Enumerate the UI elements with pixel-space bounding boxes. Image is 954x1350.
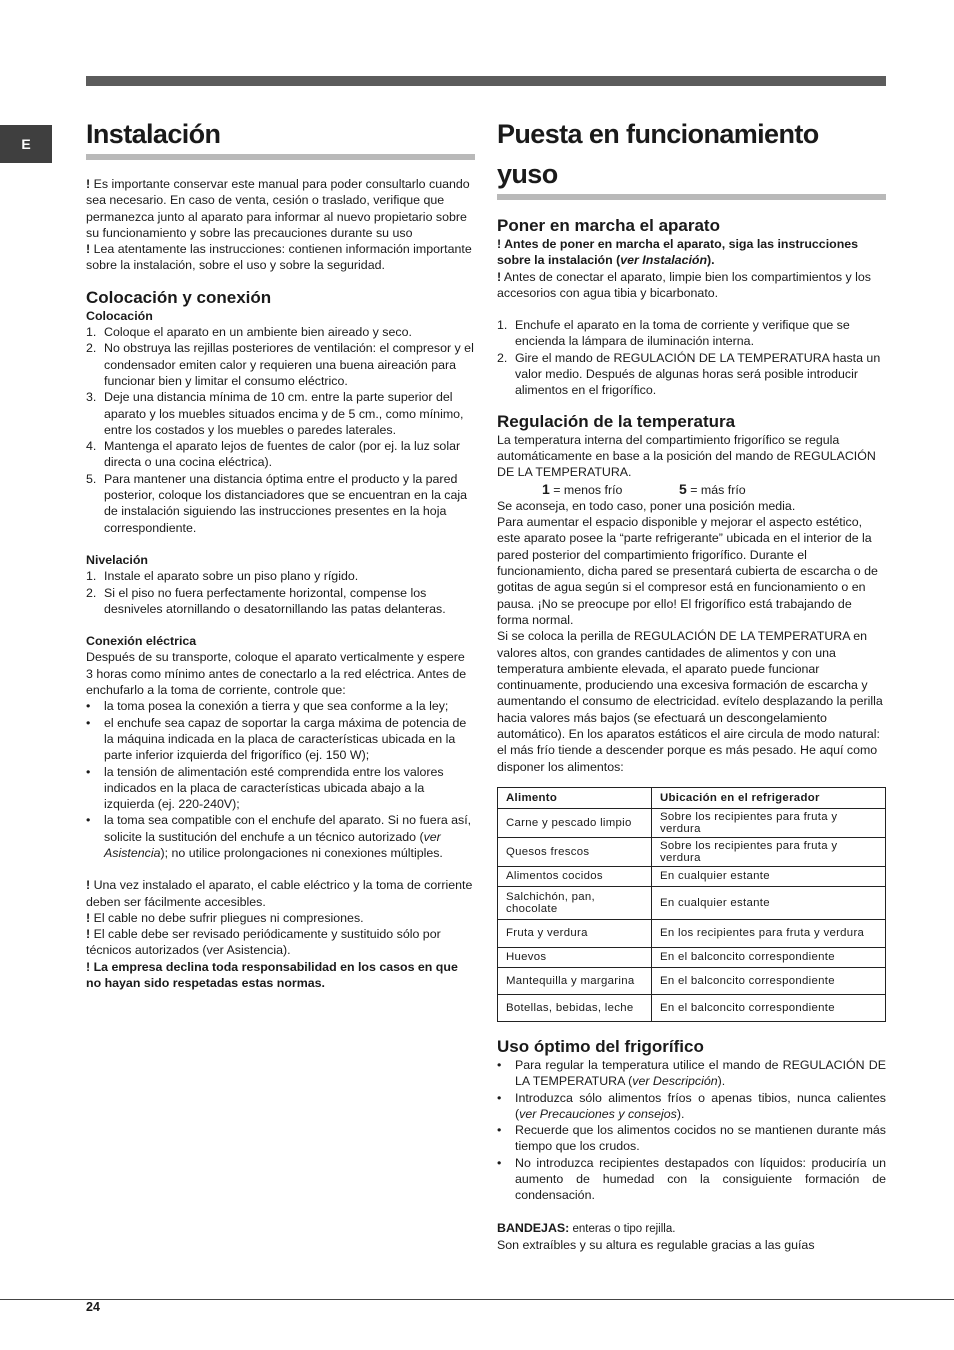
list-item: • Recuerde que los alimentos cocidos no se mantienen durante más tiempo que los crudos. (497, 1123, 886, 1154)
list-item: 3. Deje una distancia mínima de 10 cm. entre la parte superior del aparato y los muebles situados encima y de 5 cm., como mínimo, entre los costados y los muebles o paredes laterales. (86, 390, 464, 437)
list-item: • Para regular la temperatura utilice el mando de REGULACIÓN DE LA TEMPERATURA (ver Descripción). (497, 1057, 886, 1089)
list-item: 5. Para mantener una distancia óptima entre el producto y la pared posterior, coloque los distanciadores que se encuentran en la caja de instalación siguiendo las instrucciones presentes en la hoja correspondiente. (86, 471, 468, 535)
list-item: • Introduzca sólo alimentos fríos o apenas tibios, nunca calientes (ver Precauciones y consejos). (497, 1090, 886, 1121)
table-cell: Salchichón, pan, chocolate (498, 886, 652, 919)
startup-title: Puesta en funcionamiento yuso (497, 114, 886, 200)
startup-column (497, 114, 886, 1253)
table-cell: Sobre los recipientes para fruta y verdura (652, 837, 886, 866)
table-cell: Alimentos cocidos (498, 866, 652, 886)
table-cell: En cualquier estante (652, 886, 886, 919)
leveling-list (86, 568, 475, 617)
top-rule (86, 76, 886, 86)
page-number: 24 (86, 1300, 100, 1314)
installation-column (86, 114, 475, 991)
list-item: • la tensión de alimentación esté comprendida entre los valores indicados en la placa de características ubicada abajo a la izquierda (ej. 220-240V); (86, 764, 444, 812)
table-cell: Quesos frescos (498, 837, 652, 866)
note-3: ! El cable debe ser revisado periódicamente y sustituido sólo por técnicos autorizados (ver Asistencia). (86, 927, 441, 958)
placement-subheading: Colocación (86, 308, 153, 323)
table-cell: En el balconcito correspondiente (652, 994, 886, 1021)
list-item: 1. Instale el aparato sobre un piso plano y rígido. (86, 569, 359, 584)
list-item: 4. Mantenga el aparato lejos de fuentes de calor (por ej. la luz solar directa o una cocina eléctrica). (86, 439, 461, 470)
temperature-paragraph-1: La temperatura interna del compartimiento frigorífico se regula automáticamente en base a la posición del mando de REGULACIÓN DE LA TEMPERATURA. (497, 432, 876, 480)
list-item: • el enchufe sea capaz de soportar la carga máxima de potencia de la máquina indicada en la placa de características ubicada en la parte inferior izquierda del frigorífico (ej. 150 W); (86, 715, 467, 763)
table-row (498, 886, 886, 919)
food-placement-table (497, 787, 886, 1022)
electrical-subheading: Conexión eléctrica (86, 634, 197, 649)
language-tab: E (0, 125, 52, 163)
shelves-paragraph-2: Son extraíbles y su altura es regulable gracias a las guías (497, 1237, 815, 1252)
temperature-heading: Regulación de la temperatura (497, 411, 736, 431)
start-steps (497, 317, 886, 398)
table-row (498, 947, 886, 967)
table-row (498, 837, 886, 866)
table-header-row (498, 787, 886, 808)
list-item: 2. Si el piso no fuera perfectamente horizontal, compense los desniveles atornillando o desatornillando las patas delanteras. (86, 585, 446, 616)
list-item: • la toma posea la conexión a tierra y que sea conforme a la ley; (86, 699, 449, 714)
installation-title: Instalación (86, 114, 475, 160)
temperature-paragraph-3: Para aumentar el espacio disponible y mejorar el aspecto estético, este aparato posee la “parte refrigerante” ubicada en el interior de la pared posterior del compartimiento frigorífico. Durante el funcionamiento, dicha pared se presentará cubierta de escarcha o de gotitas de agua según si el compresor está en funcionamiento o en pausa. ¡No se preocupe por ello! El frigorífico está trabajando de forma normal. (497, 515, 878, 627)
shelves-paragraph: BANDEJAS: enteras o tipo rejilla. (497, 1220, 676, 1235)
table-cell: Botellas, bebidas, leche (498, 994, 652, 1021)
table-cell: Huevos (498, 947, 652, 967)
start-note: ! Antes de conectar el aparato, limpie bien los compartimientos y los accesorios con agua tibia y bicarbonato. (497, 269, 871, 300)
intro-paragraph-2: ! Lea atentamente las instrucciones: contienen información importante sobre la instalación, sobre el uso y sobre la seguridad. (86, 242, 472, 273)
table-row (498, 866, 886, 886)
electrical-checklist (86, 698, 475, 861)
table-header: Ubicación en el refrigerador (652, 787, 886, 808)
table-header: Alimento (498, 787, 652, 808)
table-cell: En el balconcito correspondiente (652, 967, 886, 994)
leveling-subheading: Nivelación (86, 552, 148, 567)
placement-list (86, 324, 475, 536)
table-cell: Carne y pescado limpio (498, 808, 652, 837)
electrical-intro: Después de su transporte, coloque el aparato verticalmente y espere 3 horas como mínimo antes de conectarlo a la red eléctrica. Antes de enchufarlo a la toma de corriente, controle que: (86, 650, 467, 698)
table-cell: Mantequilla y margarina (498, 967, 652, 994)
table-cell: Sobre los recipientes para fruta y verdura (652, 808, 886, 837)
table-row (498, 994, 886, 1021)
placement-heading: Colocación y conexión (86, 287, 272, 307)
optimal-use-list (497, 1057, 886, 1204)
optimal-use-heading: Uso óptimo del frigorífico (497, 1036, 704, 1056)
table-row (498, 967, 886, 994)
list-item: 2. No obstruya las rejillas posteriores de ventilación: el compresor y el condensador emiten calor y requieren una buena aireación para funcionar bien y limitar el consumo eléctrico. (86, 341, 474, 388)
list-item: • la toma sea compatible con el enchufe del aparato. Si no fuera así, solicite la sustitución del enchufe a un técnico autorizado (ver Asistencia); no utilice prolongaciones ni conexiones múltiples. (86, 813, 472, 860)
temperature-paragraph-2: Se aconseja, en todo caso, poner una posición media. (497, 498, 796, 513)
list-item: 1. Enchufe el aparato en la toma de corriente y verifique que se encienda la lámpara de iluminación interna. (497, 318, 850, 349)
note-2: ! El cable no debe sufrir pliegues ni compresiones. (86, 910, 364, 925)
start-warning: ! Antes de poner en marcha el aparato, siga las instrucciones sobre la instalación (ver Instalación). (497, 237, 859, 268)
intro-paragraph-1: ! Es importante conservar este manual para poder consultarlo cuando sea necesario. En caso de venta, cesión o traslado, verifique que permanezca junto al aparato para informar al nuevo propietario sobre su funcionamiento y sobre las precauciones durante su uso (86, 177, 470, 240)
table-row (498, 808, 886, 837)
start-appliance-heading: Poner en marcha el aparato (497, 216, 720, 235)
list-item: 1. Coloque el aparato en un ambiente bien aireado y seco. (86, 325, 412, 340)
table-cell: Fruta y verdura (498, 919, 652, 947)
table-cell: En cualquier estante (652, 866, 886, 886)
footer-rule (0, 1299, 954, 1300)
note-1: ! Una vez instalado el aparato, el cable eléctrico y la toma de corriente deben ser fácilmente accesibles. (86, 878, 473, 909)
table-cell: En el balconcito correspondiente (652, 947, 886, 967)
liability-warning: ! La empresa declina toda responsabilidad en los casos en que no hayan sido respetadas estas normas. (86, 959, 458, 991)
table-cell: En los recipientes para fruta y verdura (652, 919, 886, 947)
table-row (498, 919, 886, 947)
list-item: • No introduzca recipientes destapados con líquidos: produciría un aumento de humedad con la consiguiente formación de condensación. (497, 1155, 886, 1203)
list-item: 2. Gire el mando de REGULACIÓN DE LA TEMPERATURA hasta un valor medio. Después de algunas horas será posible introducir alimentos en el frigorífico. (497, 350, 881, 398)
temperature-scale: 1 = menos frío 5 = más frío (542, 480, 746, 497)
temperature-paragraph-4: Si se coloca la perilla de REGULACIÓN DE LA TEMPERATURA en valores altos, con grandes cantidades de alimentos y con una temperatura ambiente elevada, el aparato puede funcionar continuamente, produciendo una excesiva formación de escarcha y aumentando el consumo de electricidad. evítelo desplazando la perilla hacia valores más bajos (se efectuará un descongelamiento automático). En los aparatos estáticos el aire circula de modo natural: el más frío tiende a descender porque es más pesado. He aquí como disponer los alimentos: (497, 629, 883, 774)
